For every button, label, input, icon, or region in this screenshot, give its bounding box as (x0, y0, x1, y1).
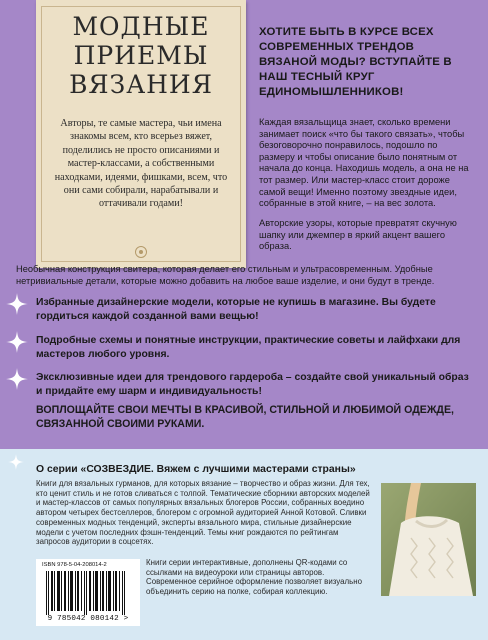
sparkle-icon (8, 454, 24, 470)
ornament-icon (135, 246, 147, 258)
title-line-3: ВЯЗАНИЯ (69, 70, 213, 99)
isbn-label: ISBN 978-5-04-208014-2 (42, 562, 107, 568)
book-title (36, 12, 246, 99)
barcode-icon (42, 571, 134, 615)
title-line-2: ПРИЕМЫ (73, 41, 209, 70)
intro-paragraph: Каждая вязальщица знает, сколько времени занимает поиск «что бы такого связать», чтобы безоговорочно понравилось, подошло по размеру и чтобы описание было понятным от начала до конца. Находишь модель, а она не на тот размер. Или мастер-класс стоит дороже самой вещи! Именно поэтому звездные идеи, собранные в этой книге, – на вес золота. (259, 117, 469, 209)
sparkle-icon (6, 331, 28, 353)
construction-paragraph: Необычная конструкция свитера, которая делает его стильным и ультрасовременным. Удобные нетривиальные детали, которые можно добавить на любое ваше изделие, и они будут в тренде. (16, 264, 435, 286)
bullet-item: Избранные дизайнерские модели, которые не купишь в магазине. Вы будете гордиться каждой созданной вами вещью! (36, 297, 436, 322)
sparkle-icon (6, 293, 28, 315)
title-line-1: МОДНЫЕ (72, 12, 210, 41)
card-text: Авторы, те самые мастера, чьи имена знакомы всем, кто всерьез вяжет, поделились не просто описаниями и мастер-классами, а собственными находками, идеями, фишками, всем, что они сами собирали, нарабатывали и оттачивали годами! (54, 118, 228, 210)
series-title: О серии «СОЗВЕЗДИЕ. Вяжем с лучшими мастерами страны» (36, 464, 356, 475)
bullet-item: Эксклюзивные идеи для трендового гардероба – создайте свой уникальный образ и придайте ему шарм и индивидуальность! (36, 372, 469, 397)
series-description: Книги для вязальных гурманов, для которых вязание – творчество и образ жизни. Для тех, кто ценит стиль и не готов сливаться с толпой. Тематические сборники авторских моделей и мастер-классов от самых популярных вязальных блогеров России, собранных воедино автором четырех бестселлеров, блогером с огромной аудиторией Анной Котовой. Сливки современных модных тенденций, эксперты вязального мира, стильные дизайнерские модели с учетом последних фэшн-тенденций. Темы книг рождаются по рейтингам запросов аудитории в соцсетях. (36, 479, 370, 547)
headline: ХОТИТЕ БЫТЬ В КУРСЕ ВСЕХ СОВРЕМЕННЫХ ТРЕНДОВ ВЯЗАНОЙ МОДЫ? ВСТУПАЙТЕ В НАШ ТЕСНЫЙ КРУГ ЕДИНОМЫШЛЕННИКОВ! (259, 26, 452, 98)
slogan: ВОПЛОЩАЙТЕ СВОИ МЕЧТЫ В КРАСИВОЙ, СТИЛЬНОЙ И ЛЮБИМОЙ ОДЕЖДЕ, СВЯЗАННОЙ СВОИМИ РУКАМИ. (36, 404, 454, 430)
bullet-item: Подробные схемы и понятные инструкции, практические советы и лайфхаки для мастеров любого уровня. (36, 335, 461, 360)
patterns-paragraph: Авторские узоры, которые превратят скучную шапку или джемпер в яркий акцент вашего образа. (259, 218, 457, 252)
sweater-photo (381, 483, 476, 596)
series-interactive-text: Книги серии интерактивные, дополнены QR-кодами со ссылками на видеоуроки или страницы авторов. Современное серийное оформление позволяет визуально объединить серию на полке, собирая коллекцию. (146, 558, 362, 597)
isbn-barcode-box (36, 559, 140, 626)
intro-card (36, 0, 246, 268)
sparkle-icon (6, 368, 28, 390)
barcode-digits: 9 785042 080142 > (47, 615, 129, 623)
